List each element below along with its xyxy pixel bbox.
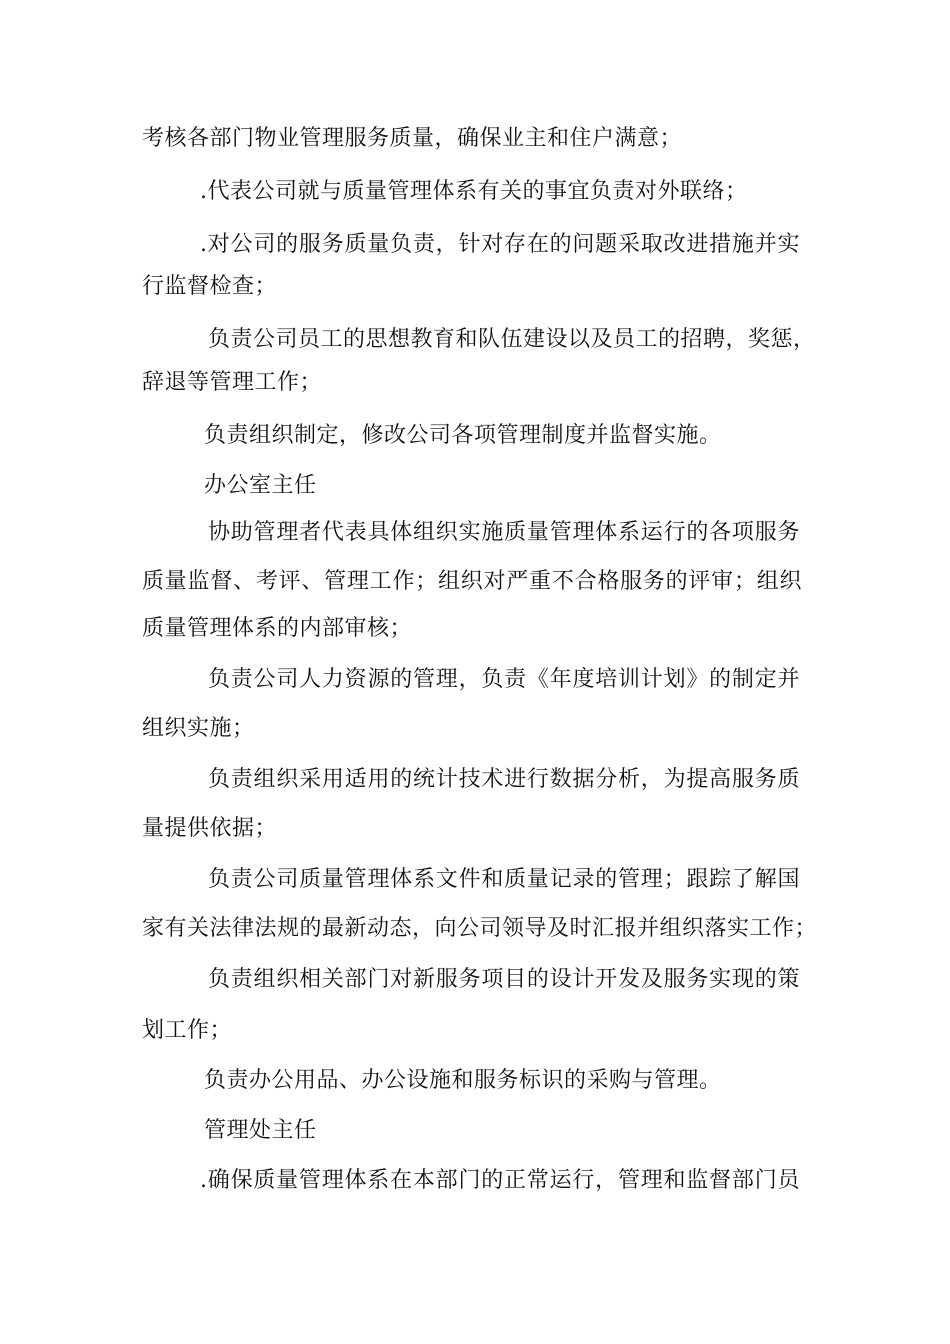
text-line: 负责办公用品、办公设施和服务标识的采购与管理。 bbox=[204, 1068, 722, 1093]
text-line: 负责组织制定，修改公司各项管理制度并监督实施。 bbox=[204, 423, 722, 448]
text-line: .确保质量管理体系在本部门的正常运行，管理和监督部门员 bbox=[200, 1168, 800, 1193]
text-line: 负责公司员工的思想教育和队伍建设以及员工的招聘，奖惩， bbox=[208, 327, 816, 352]
text-line: 负责公司质量管理体系文件和质量记录的管理；跟踪了解国 bbox=[208, 867, 800, 892]
text-line: 协助管理者代表具体组织实施质量管理体系运行的各项服务 bbox=[208, 520, 800, 545]
section-heading: 办公室主任 bbox=[204, 473, 317, 498]
text-line: .代表公司就与质量管理体系有关的事宜负责对外联络； bbox=[200, 179, 748, 204]
text-line: 行监督检查； bbox=[142, 274, 278, 299]
text-line: 家有关法律法规的最新动态，向公司领导及时汇报并组织落实工作； bbox=[142, 916, 818, 941]
text-line: 组织实施； bbox=[142, 716, 255, 741]
text-line: 负责公司人力资源的管理，负责《年度培训计划》的制定并 bbox=[208, 667, 800, 692]
text-line: 划工作； bbox=[142, 1018, 233, 1043]
text-line: 质量监督、考评、管理工作；组织对严重不合格服务的评审；组织 bbox=[142, 569, 802, 594]
text-line: 考核各部门物业管理服务质量，确保业主和住户满意； bbox=[142, 126, 683, 151]
text-line: .对公司的服务质量负责，针对存在的问题采取改进措施并实 bbox=[200, 232, 800, 257]
text-line: 负责组织采用适用的统计技术进行数据分析，为提高服务质 bbox=[208, 767, 800, 792]
section-heading: 管理处主任 bbox=[204, 1118, 317, 1143]
text-line: 负责组织相关部门对新服务项目的设计开发及服务实现的策 bbox=[208, 967, 800, 992]
text-line: 质量管理体系的内部审核； bbox=[142, 616, 413, 641]
text-line: 量提供依据； bbox=[142, 816, 278, 841]
text-line: 辞退等管理工作； bbox=[142, 370, 323, 395]
